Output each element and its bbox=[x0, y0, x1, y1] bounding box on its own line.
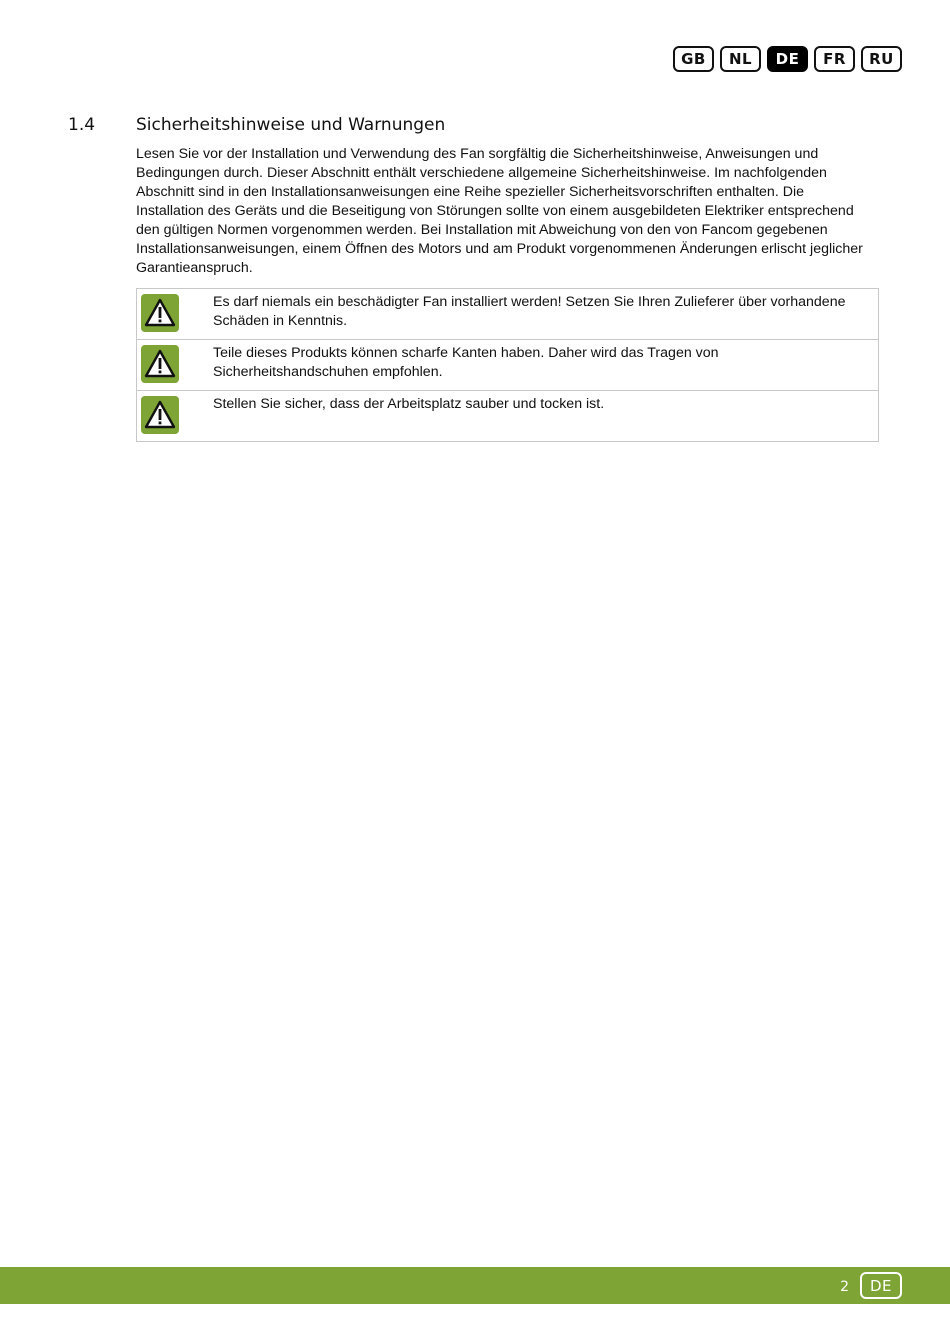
warning-triangle-icon bbox=[141, 396, 179, 434]
page-number: 2 bbox=[840, 1279, 849, 1295]
footer-language-badge: DE bbox=[860, 1272, 902, 1299]
section-title: Sicherheitshinweise und Warnungen bbox=[136, 115, 446, 135]
lang-tab-ru[interactable]: RU bbox=[861, 46, 902, 72]
warning-text: Stellen Sie sicher, dass der Arbeitsplatz sauber und tocken ist. bbox=[209, 391, 879, 442]
warning-row bbox=[137, 289, 879, 340]
warning-text: Teile dieses Produkts können scharfe Kanten haben. Daher wird das Tragen von Sicherheitshandschuhen empfohlen. bbox=[209, 340, 879, 391]
lang-tab-gb[interactable]: GB bbox=[673, 46, 714, 72]
warning-icon-cell bbox=[137, 340, 210, 391]
page-footer bbox=[0, 1267, 950, 1304]
warnings-table bbox=[136, 288, 879, 442]
warning-triangle-icon bbox=[141, 345, 179, 383]
lang-tab-fr[interactable]: FR bbox=[814, 46, 855, 72]
warning-icon-cell bbox=[137, 391, 210, 442]
lang-tab-nl[interactable]: NL bbox=[720, 46, 761, 72]
section-number: 1.4 bbox=[68, 115, 96, 135]
warning-triangle-icon bbox=[141, 294, 179, 332]
warning-row bbox=[137, 391, 879, 442]
section-intro-paragraph: Lesen Sie vor der Installation und Verwendung des Fan sorgfältig die Sicherheitshinweise, Anweisungen und Bedingungen durch. Dieser Abschnitt enthält verschiedene allgemeine Sicherheitshinweise. Im nachfolgenden Abschnitt sind in den Installationsanweisungen eine Reihe spezieller Sicherheitsvorschriften enthalten. Die Installation des Geräts und die Beseitigung von Störungen sollte von einem ausgebildeten Elektriker entsprechend den gültigen Normen vorgenommen werden. Bei Installation mit Abweichung von den von Fancom gegebenen Installationsanweisungen, einem Öffnen des Motors und am Produkt vorgenommenen Änderungen erlischt jeglicher Garantieanspruch. bbox=[136, 146, 863, 276]
warning-icon-cell bbox=[137, 289, 210, 340]
lang-tab-de[interactable]: DE bbox=[767, 46, 808, 72]
warning-text: Es darf niemals ein beschädigter Fan installiert werden! Setzen Sie Ihren Zulieferer über vorhandene Schäden in Kenntnis. bbox=[209, 289, 879, 340]
language-selector bbox=[673, 46, 902, 72]
warning-row bbox=[137, 340, 879, 391]
